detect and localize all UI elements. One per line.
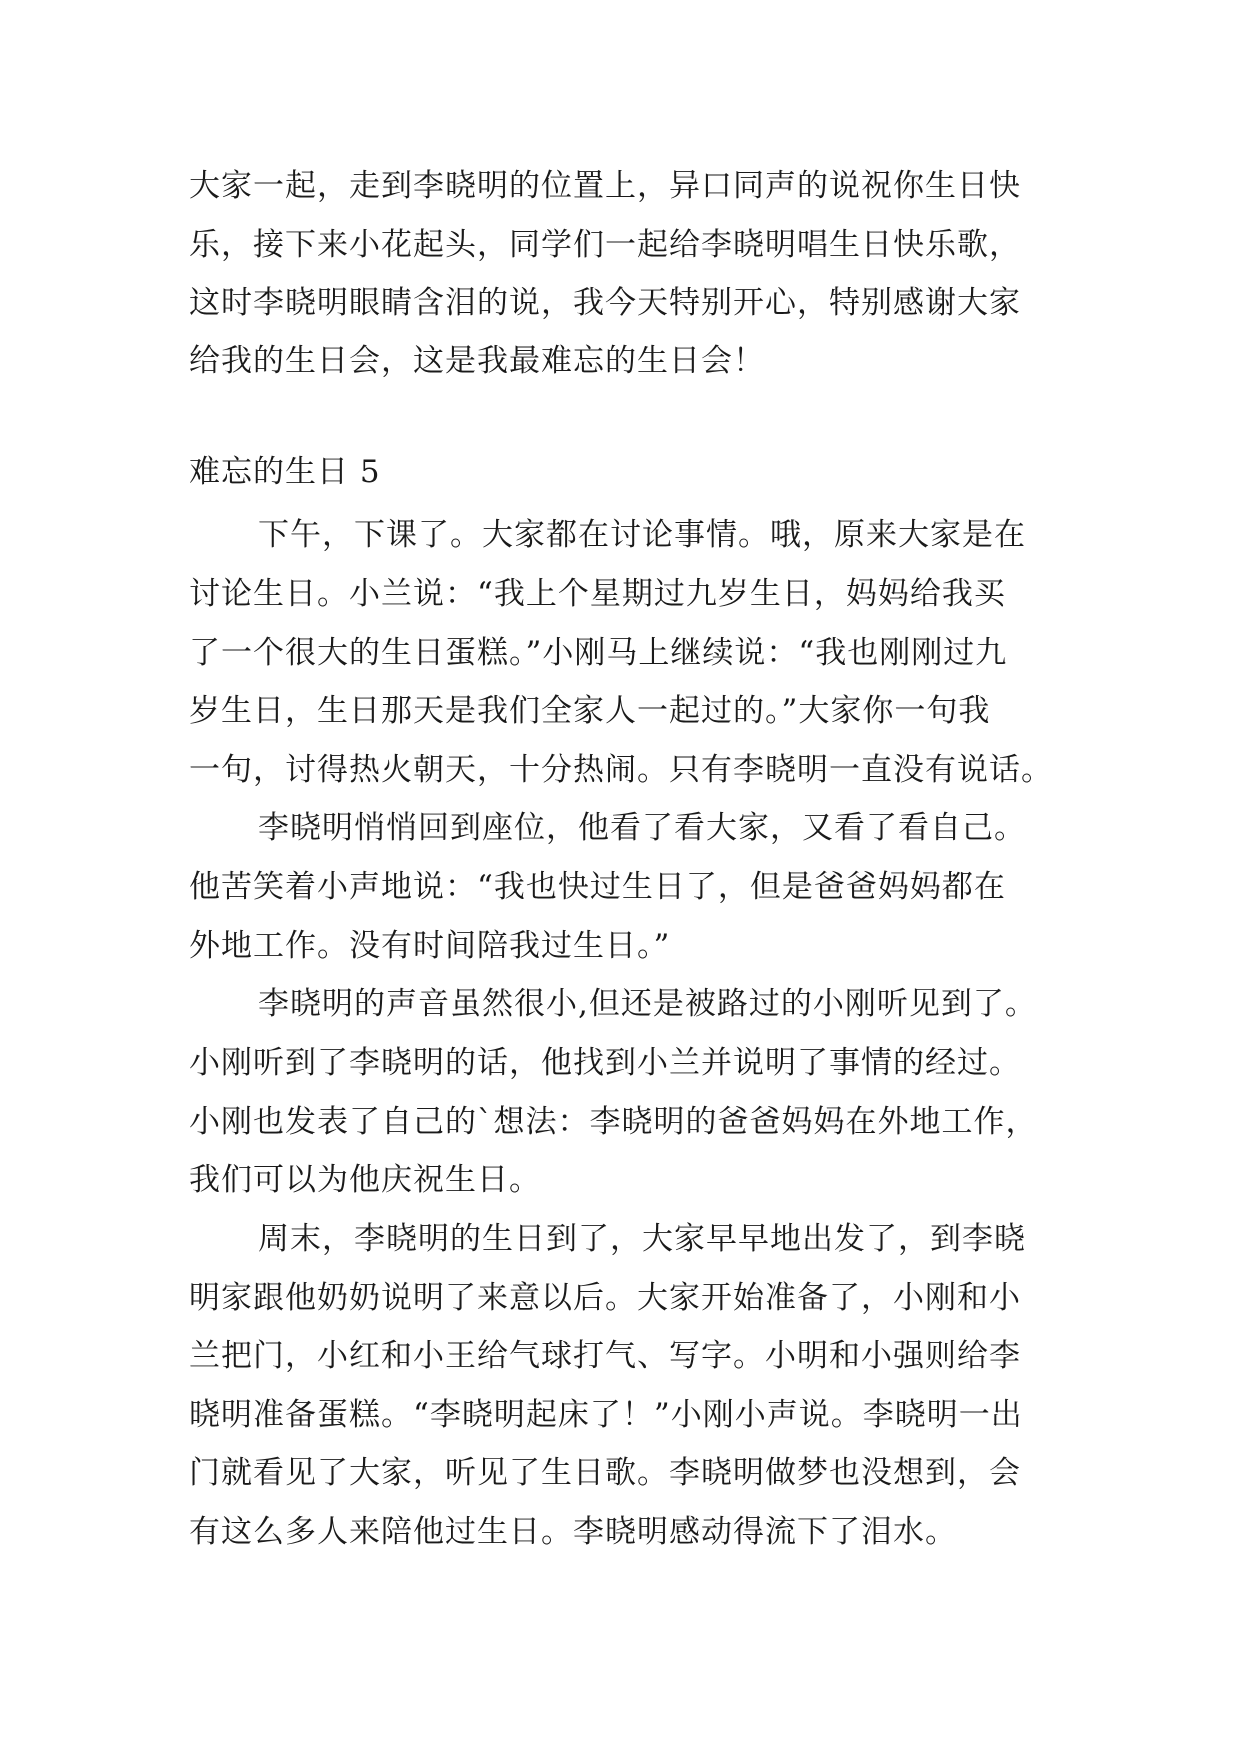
paragraph4-line-4: 晓明准备蛋糕。“李晓明起床了！”小刚小声说。李晓明一出 <box>189 1397 1023 1433</box>
intro-line-2: 乐，接下来小花起头，同学们一起给李晓明唱生日快乐歌， <box>189 227 1021 263</box>
paragraph3-line-1: 李晓明的声音虽然很小,但还是被路过的小刚听见到了。 <box>258 986 1037 1022</box>
section-title: 难忘的生日 5 <box>189 454 381 490</box>
intro-line-3: 这时李晓明眼睛含泪的说，我今天特别开心，特别感谢大家 <box>189 285 1021 321</box>
paragraph1-line-2: 讨论生日。小兰说：“我上个星期过九岁生日，妈妈给我买 <box>189 576 1006 612</box>
paragraph4-line-1: 周末，李晓明的生日到了，大家早早地出发了，到李晓 <box>258 1221 1026 1257</box>
paragraph1-line-5: 一句，讨得热火朝天，十分热闹。只有李晓明一直没有说话。 <box>189 752 1053 788</box>
paragraph3-line-4: 我们可以为他庆祝生日。 <box>189 1162 541 1198</box>
paragraph3-line-3: 小刚也发表了自己的`想法：李晓明的爸爸妈妈在外地工作， <box>189 1104 1038 1140</box>
paragraph1-line-1: 下午，下课了。大家都在讨论事情。哦，原来大家是在 <box>258 517 1026 553</box>
paragraph2-line-2: 他苦笑着小声地说：“我也快过生日了，但是爸爸妈妈都在 <box>189 869 1006 905</box>
paragraph1-line-4: 岁生日，生日那天是我们全家人一起过的。”大家你一句我 <box>189 693 991 729</box>
paragraph2-line-1: 李晓明悄悄回到座位，他看了看大家，又看了看自己。 <box>258 810 1026 846</box>
paragraph1-line-3: 了一个很大的生日蛋糕。”小刚马上继续说：“我也刚刚过九 <box>189 635 1008 671</box>
intro-line-4: 给我的生日会，这是我最难忘的生日会！ <box>189 343 765 379</box>
paragraph4-line-3: 兰把门，小红和小王给气球打气、写字。小明和小强则给李 <box>189 1338 1021 1374</box>
paragraph4-line-5: 门就看见了大家，听见了生日歌。李晓明做梦也没想到，会 <box>189 1455 1021 1491</box>
paragraph3-line-2: 小刚听到了李晓明的话，他找到小兰并说明了事情的经过。 <box>189 1045 1021 1081</box>
paragraph2-line-3: 外地工作。没有时间陪我过生日。” <box>189 928 671 964</box>
paragraph4-line-6: 有这么多人来陪他过生日。李晓明感动得流下了泪水。 <box>189 1514 957 1550</box>
paragraph4-line-2: 明家跟他奶奶说明了来意以后。大家开始准备了，小刚和小 <box>189 1280 1021 1316</box>
intro-line-1: 大家一起，走到李晓明的位置上，异口同声的说祝你生日快 <box>189 168 1021 204</box>
